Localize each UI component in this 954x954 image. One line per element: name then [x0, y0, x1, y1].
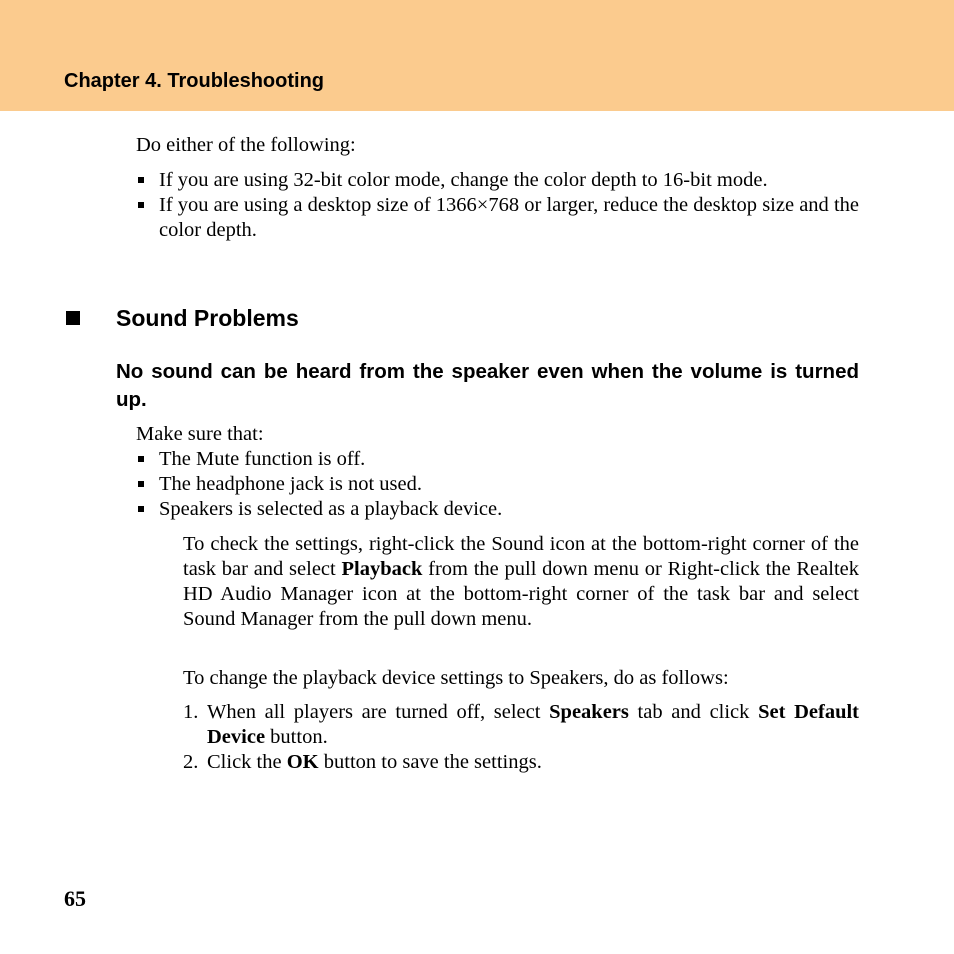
page-number: 65: [64, 886, 86, 911]
square-bullet-icon: [66, 311, 80, 325]
settings-paragraph: To check the settings, right-click the Sound icon at the bottom-right corner of the task bar and select Playback from the pull down menu or Right-click the Realtek HD Audio Manager icon at the bottom-right corner of the task bar and select Sound Manager from the pull down menu.: [183, 533, 859, 630]
sound-subheading: No sound can be heard from the speaker even when the volume is turned up.: [116, 360, 859, 411]
square-bullet-icon: [138, 506, 144, 512]
list-item: The headphone jack is not used.: [136, 472, 859, 497]
list-item: 1. When all players are turned off, select Speakers tab and click Set Default Device button.: [183, 701, 860, 748]
list-item: Speakers is selected as a playback device.: [136, 497, 859, 522]
sound-bullet-list: [136, 447, 859, 522]
list-item: If you are using 32-bit color mode, change the color depth to 16-bit mode.: [136, 168, 859, 193]
square-bullet-icon: [138, 481, 144, 487]
display-intro: Do either of the following:: [136, 134, 356, 156]
list-item: 2. Click the OK button to save the settings.: [183, 751, 542, 773]
sound-intro: Make sure that:: [136, 423, 264, 445]
steps-list: [183, 700, 859, 775]
list-item: If you are using a desktop size of 1366×768 or larger, reduce the desktop size and the color depth.: [136, 193, 859, 243]
playback-term: Playback: [341, 558, 423, 580]
list-item: The Mute function is off.: [136, 447, 859, 472]
playback-paragraph: To change the playback device settings to Speakers, do as follows:: [183, 667, 729, 689]
square-bullet-icon: [138, 456, 144, 462]
section-title: Sound Problems: [116, 305, 299, 331]
display-bullet-list: [136, 168, 859, 243]
square-bullet-icon: [138, 177, 144, 183]
chapter-title: Chapter 4. Troubleshooting: [64, 70, 325, 92]
square-bullet-icon: [138, 202, 144, 208]
chapter-header-band: [0, 0, 954, 111]
